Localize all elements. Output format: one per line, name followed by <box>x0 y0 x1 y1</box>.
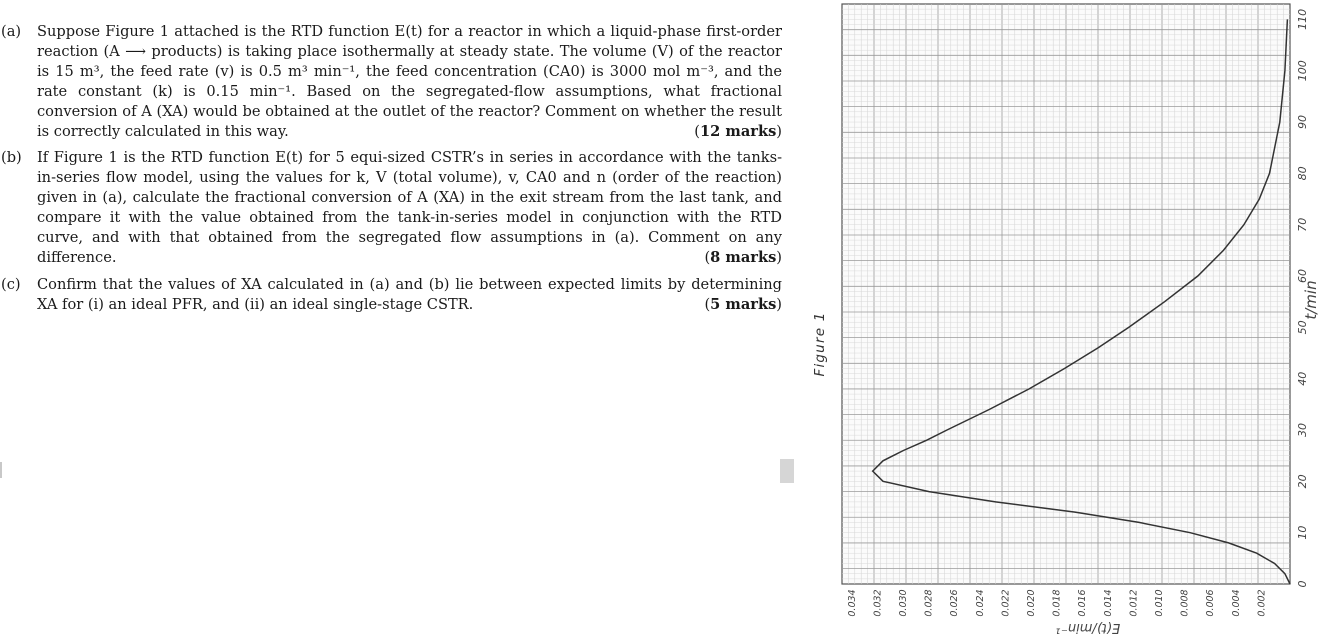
x-tick-label: 50 <box>1296 320 1309 335</box>
y-tick-label: 0.004 <box>1230 589 1242 617</box>
y-tick-label: 0.030 <box>898 589 909 617</box>
x-tick-label: 30 <box>1296 423 1309 438</box>
y-tick-labels <box>847 589 1268 616</box>
y-tick-label: 0.032 <box>872 589 884 617</box>
question-text: Suppose Figure 1 attached is the RTD function E(t) for a reactor in which a liquid-phase first-order reaction (A ⟶ products) is taking place isothermally at steady state. The volume (V) of the reactor is 15 m³, the feed rate (v) is 0.5 m³ min⁻¹, the feed concentration (CA0) is 3000 mol m⁻³, and the rate constant (k) is 0.15 min⁻¹. Based on the segregated-flow assumptions, what fractional conversion of A (XA) would be obtained at the outlet of the reactor? Comment on whether the result is correctly calculated in this way. <box>37 23 782 140</box>
question-text: Confirm that the values of XA calculated in (a) and (b) lie between expected limits by determining XA for (i) an ideal PFR, and (ii) an ideal single-stage CSTR. <box>37 275 782 313</box>
y-tick-label: 0.012 <box>1128 589 1140 617</box>
question-a <box>0 22 782 141</box>
x-tick-label: 10 <box>1296 525 1309 540</box>
y-axis-label: E(t)/min⁻¹ <box>1055 620 1121 635</box>
x-tick-label: 100 <box>1296 60 1309 82</box>
scrollbar-thumb[interactable] <box>780 459 794 483</box>
x-tick-label: 70 <box>1296 217 1309 232</box>
y-tick-label: 0.018 <box>1051 589 1063 617</box>
questions <box>0 22 782 322</box>
y-tick-label: 0.028 <box>923 589 935 617</box>
question-marks: ( 12 marks ) <box>694 122 782 142</box>
question-c <box>0 275 782 315</box>
x-axis-label: t/min <box>1302 280 1320 320</box>
x-tick-label: 80 <box>1296 166 1309 181</box>
question-body <box>37 148 782 267</box>
y-tick-label: 0.014 <box>1102 589 1114 617</box>
question-tag: (c) <box>1 275 21 293</box>
y-tick-label: 0.002 <box>1256 589 1268 617</box>
y-tick-label: 0.008 <box>1179 589 1191 617</box>
question-marks: ( 5 marks ) <box>704 295 782 315</box>
page-edge-mark <box>0 462 2 478</box>
question-text: If Figure 1 is the RTD function E(t) for 5 equi-sized CSTR’s in series in accordance with the tanks-in-series flow model, using the values for k, V (total volume), v, CA0 and n (order of the reaction) given in (a), calculate the fractional conversion of A (XA) in the exit stream from the last tank, and compare it with the value obtained from the tank-in-series model in conjunction with the RTD curve, and with that obtained from the segregated flow assumptions in (a). Comment on any difference. <box>37 149 782 266</box>
x-tick-label: 110 <box>1296 8 1309 30</box>
question-b <box>0 148 782 267</box>
question-body <box>37 275 782 315</box>
y-tick-label: 0.006 <box>1205 589 1217 617</box>
graph-paper-grid <box>842 4 1290 584</box>
x-tick-label: 90 <box>1296 115 1309 130</box>
x-tick-label: 40 <box>1296 371 1309 386</box>
y-tick-label: 0.034 <box>846 589 858 617</box>
x-tick-label: 0 <box>1296 580 1309 588</box>
y-tick-label: 0.022 <box>1000 589 1012 617</box>
x-tick-label: 60 <box>1296 269 1309 284</box>
figure-caption <box>808 308 832 388</box>
y-tick-label: 0.010 <box>1154 589 1165 617</box>
figure-caption-text: Figure 1 <box>812 311 828 377</box>
question-body <box>37 22 782 141</box>
y-tick-label: 0.024 <box>974 589 986 617</box>
y-tick-label: 0.020 <box>1026 589 1037 617</box>
x-tick-label: 20 <box>1296 474 1309 489</box>
question-marks: ( 8 marks ) <box>704 248 782 268</box>
y-tick-label: 0.016 <box>1077 589 1089 617</box>
rtd-chart-svg <box>838 0 1328 643</box>
rtd-chart <box>838 0 1328 643</box>
question-tag: (b) <box>1 149 22 167</box>
question-tag: (a) <box>1 23 22 40</box>
y-tick-label: 0.026 <box>949 589 961 617</box>
